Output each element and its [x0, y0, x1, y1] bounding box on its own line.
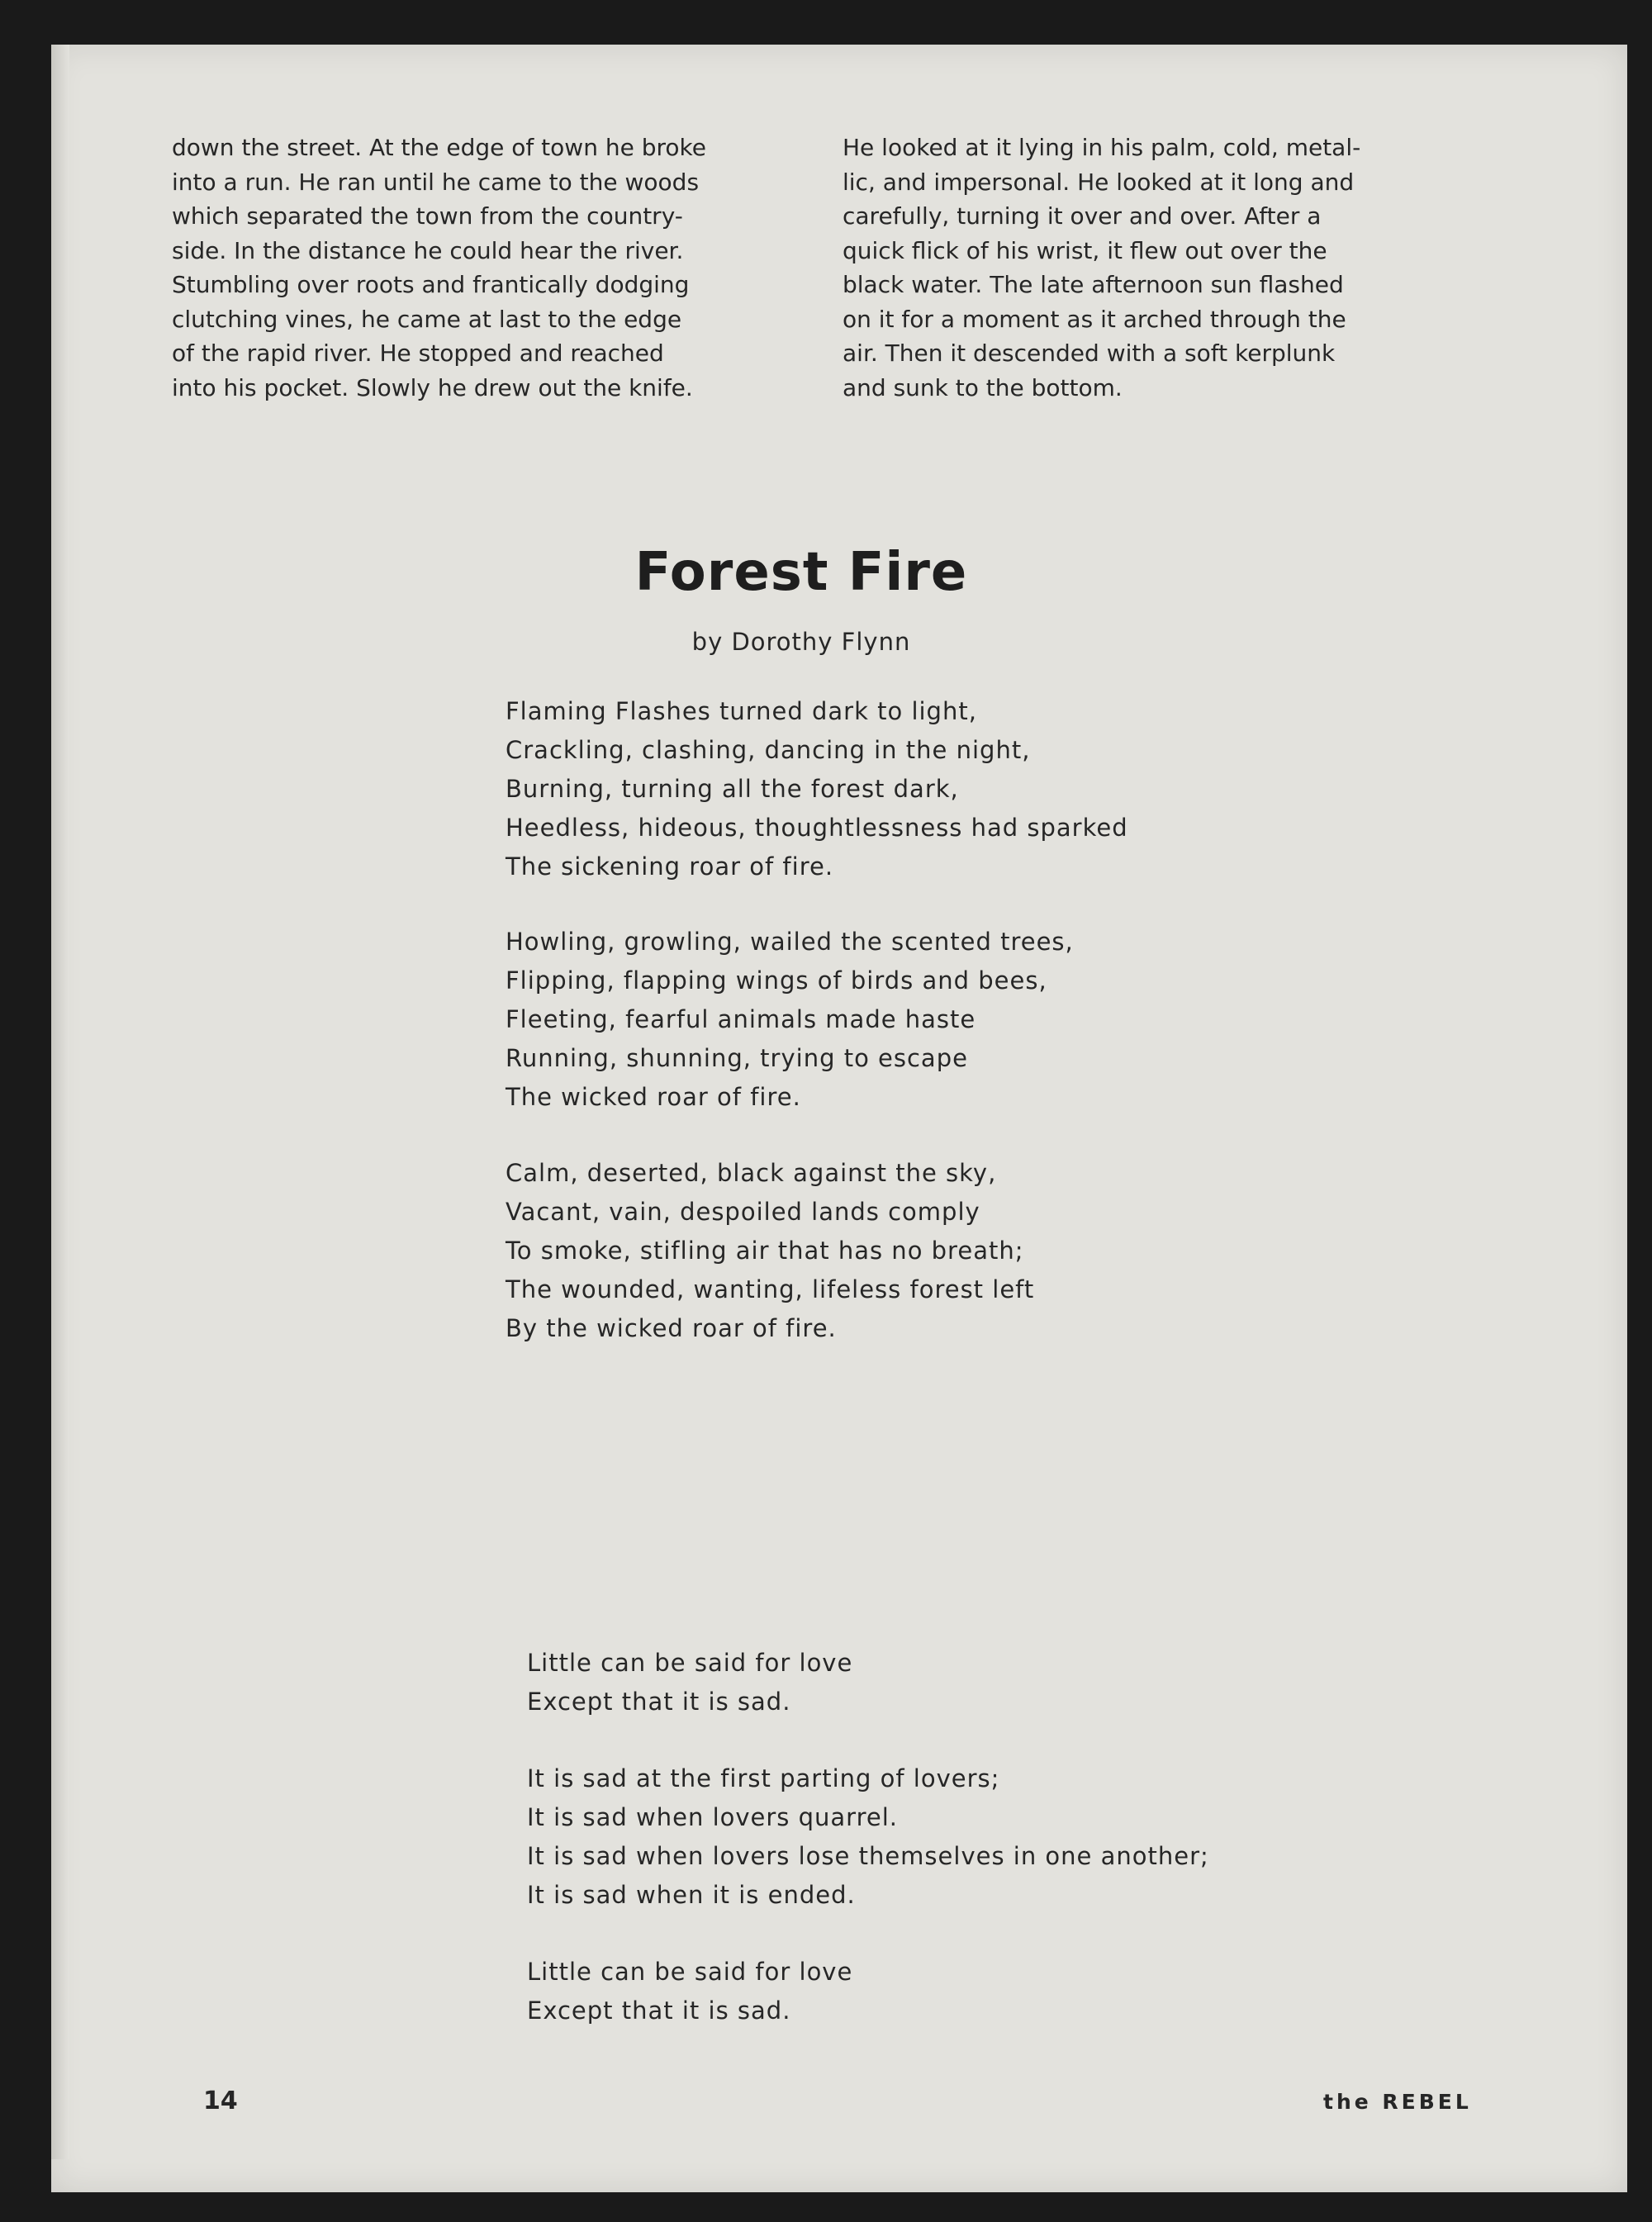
- love-poem-stanza-3: [527, 1953, 852, 2030]
- poem-line: The wicked roar of fire.: [506, 1083, 801, 1111]
- page-number: 14: [203, 2087, 238, 2115]
- poem-line: Flaming Flashes turned dark to light,: [506, 697, 977, 725]
- prose-line: carefully, turning it over and over. After a: [843, 202, 1322, 230]
- poem-line: It is sad when lovers quarrel.: [527, 1803, 898, 1831]
- poem-line: Howling, growling, wailed the scented trees,: [506, 928, 1074, 956]
- prose-line: on it for a moment as it arched through the: [843, 305, 1346, 333]
- magazine-name: the REBEL: [1323, 2090, 1472, 2114]
- poem-line: Fleeting, fearful animals made haste: [506, 1005, 976, 1033]
- poem-title: Forest Fire: [634, 542, 968, 603]
- poem-line: Except that it is sad.: [527, 1688, 791, 1716]
- poem-line: Burning, turning all the forest dark,: [506, 775, 959, 803]
- prose-line: side. In the distance he could hear the river.: [172, 236, 684, 264]
- poem-line: Except that it is sad.: [527, 1996, 791, 2025]
- poem-stanza-1: [506, 692, 1128, 886]
- poem-line: Running, shunning, trying to escape: [506, 1044, 968, 1072]
- prose-line: down the street. At the edge of town he broke: [172, 134, 706, 161]
- prose-line: quick flick of his wrist, it flew out over the: [843, 236, 1327, 264]
- prose-line: Stumbling over roots and frantically dodging: [172, 271, 690, 298]
- poem-line: Little can be said for love: [527, 1958, 853, 1986]
- prose-line: air. Then it descended with a soft kerplunk: [843, 339, 1336, 367]
- prose-line: into his pocket. Slowly he drew out the knife.: [172, 373, 693, 401]
- love-poem-stanza-1: [527, 1644, 852, 1721]
- prose-line: into a run. He ran until he came to the woods: [172, 168, 700, 196]
- poem-byline: by Dorothy Flynn: [691, 628, 911, 656]
- poem-line: The sickening roar of fire.: [506, 852, 834, 881]
- poem-line: Flipping, flapping wings of birds and bees,: [506, 966, 1047, 995]
- poem-line: Vacant, vain, despoiled lands comply: [506, 1198, 980, 1226]
- prose-line: He looked at it lying in his palm, cold, metal-: [843, 134, 1361, 161]
- prose-line: black water. The late afternoon sun flashed: [843, 271, 1344, 298]
- page-edge: [51, 45, 69, 2159]
- prose-line: lic, and impersonal. He looked at it long and: [843, 168, 1355, 196]
- poem-line: It is sad at the first parting of lovers;: [527, 1764, 1000, 1792]
- poem-line: It is sad when it is ended.: [527, 1881, 856, 1909]
- story-right-column: [843, 131, 1464, 405]
- poem-stanza-2: [506, 923, 1074, 1117]
- poem-line: It is sad when lovers lose themselves in one another;: [527, 1842, 1209, 1870]
- poem-stanza-3: [506, 1154, 1034, 1348]
- poem-line: Crackling, clashing, dancing in the night,: [506, 736, 1031, 764]
- poem-line: Calm, deserted, black against the sky,: [506, 1159, 997, 1187]
- poem-line: Heedless, hideous, thoughtlessness had sparked: [506, 814, 1128, 842]
- prose-line: which separated the town from the country-: [172, 202, 683, 230]
- prose-line: of the rapid river. He stopped and reached: [172, 339, 664, 367]
- prose-line: clutching vines, he came at last to the edge: [172, 305, 682, 333]
- poem-line: To smoke, stifling air that has no breath;: [506, 1237, 1024, 1265]
- poem-line: Little can be said for love: [527, 1649, 853, 1677]
- poem-line: By the wicked roar of fire.: [506, 1314, 837, 1342]
- story-left-column: [172, 131, 824, 405]
- prose-line: and sunk to the bottom.: [843, 373, 1123, 401]
- poem-line: The wounded, wanting, lifeless forest left: [506, 1275, 1035, 1303]
- love-poem-stanza-2: [527, 1759, 1209, 1915]
